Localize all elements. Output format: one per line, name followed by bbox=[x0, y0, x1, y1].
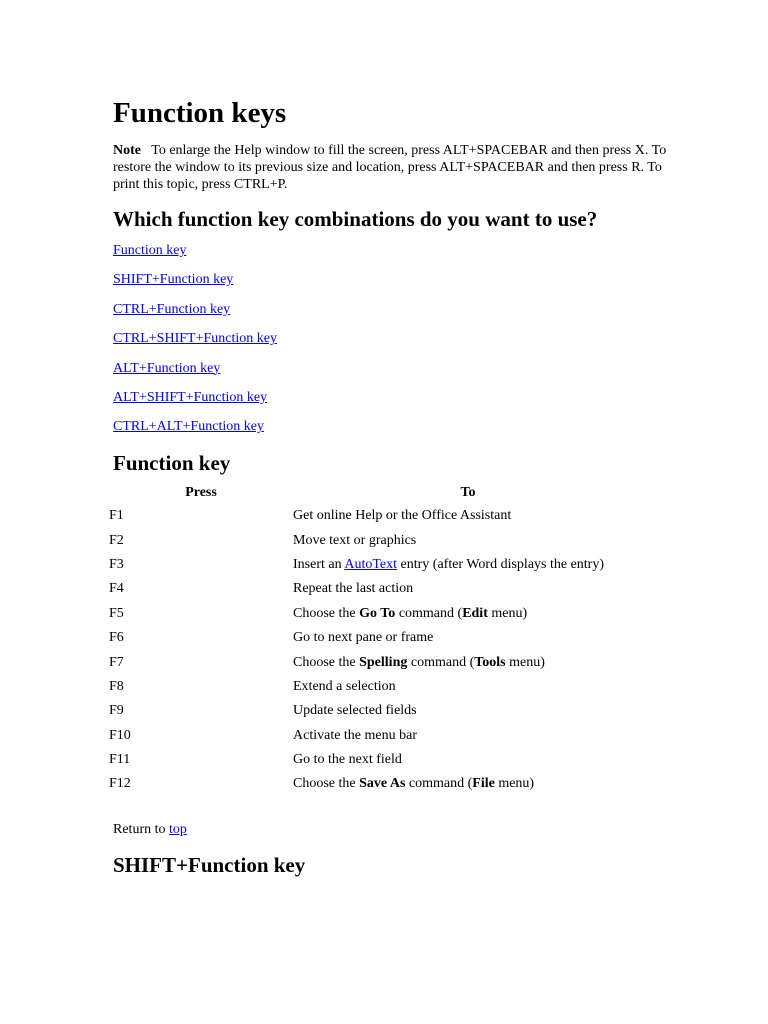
link-shift-function-key[interactable]: SHIFT+Function key bbox=[113, 272, 234, 288]
shift-function-key-heading: SHIFT+Function key bbox=[113, 853, 306, 877]
list-item bbox=[113, 418, 277, 447]
command-name: Spelling bbox=[359, 654, 408, 670]
list-item bbox=[113, 242, 277, 271]
action-cell bbox=[293, 528, 643, 552]
table-row bbox=[109, 577, 643, 601]
action-text: Activate the menu bar bbox=[293, 727, 418, 743]
table-row bbox=[109, 675, 643, 699]
action-text: menu) bbox=[487, 605, 528, 621]
function-key-table bbox=[109, 482, 643, 797]
table-row bbox=[109, 772, 643, 796]
key-cell: F9 bbox=[109, 703, 124, 719]
link-ctrl-alt-function-key[interactable]: CTRL+ALT+Function key bbox=[113, 419, 264, 435]
note-label: Note bbox=[113, 143, 141, 158]
action-text: menu) bbox=[505, 654, 545, 670]
action-text: menu) bbox=[494, 776, 535, 792]
function-key-rows bbox=[109, 504, 643, 797]
list-item bbox=[113, 389, 277, 418]
link-alt-function-key[interactable]: ALT+Function key bbox=[113, 360, 221, 376]
list-item bbox=[113, 360, 277, 389]
table-row bbox=[109, 504, 643, 528]
action-text: Repeat the last action bbox=[293, 581, 414, 597]
action-text: Choose the bbox=[293, 605, 360, 621]
link-ctrl-function-key[interactable]: CTRL+Function key bbox=[113, 301, 231, 317]
table-row bbox=[109, 626, 643, 650]
command-name: Edit bbox=[462, 605, 488, 621]
action-text: Insert an bbox=[293, 556, 345, 572]
action-cell bbox=[293, 699, 643, 723]
action-text: command ( bbox=[407, 654, 475, 670]
table-header-row bbox=[109, 482, 643, 504]
autotext-link[interactable]: AutoText bbox=[344, 556, 398, 572]
action-text: Go to next pane or frame bbox=[293, 630, 434, 646]
action-text: Extend a selection bbox=[293, 678, 396, 694]
action-cell bbox=[293, 553, 643, 577]
key-cell: F1 bbox=[109, 508, 124, 524]
function-key-heading: Function key bbox=[113, 451, 231, 475]
action-cell bbox=[293, 577, 643, 601]
list-item bbox=[113, 330, 277, 359]
combinations-heading: Which function key combinations do you want to use? bbox=[113, 207, 598, 231]
key-cell: F6 bbox=[109, 630, 124, 646]
action-cell bbox=[293, 650, 643, 674]
link-ctrl-shift-function-key[interactable]: CTRL+SHIFT+Function key bbox=[113, 331, 277, 347]
table-row bbox=[109, 650, 643, 674]
table-row bbox=[109, 528, 643, 552]
action-text: Choose the bbox=[293, 654, 360, 670]
action-cell bbox=[293, 602, 643, 626]
key-cell: F8 bbox=[109, 678, 124, 694]
key-cell: F7 bbox=[109, 654, 124, 670]
action-text: entry (after Word displays the entry) bbox=[397, 556, 605, 572]
table-row bbox=[109, 699, 643, 723]
command-name: Tools bbox=[474, 654, 506, 670]
table-row bbox=[109, 602, 643, 626]
table-row bbox=[109, 748, 643, 772]
action-text: command ( bbox=[405, 776, 473, 792]
command-name: Save As bbox=[359, 776, 406, 792]
top-link[interactable]: top bbox=[169, 822, 187, 837]
action-cell bbox=[293, 626, 643, 650]
combination-links-list bbox=[113, 242, 277, 448]
command-name: File bbox=[472, 776, 495, 792]
key-cell: F4 bbox=[109, 581, 124, 597]
column-header-press: Press bbox=[185, 485, 217, 500]
action-text: Move text or graphics bbox=[293, 532, 417, 548]
action-text: Go to the next field bbox=[293, 752, 402, 768]
action-cell bbox=[293, 724, 643, 748]
list-item bbox=[113, 271, 277, 300]
key-cell: F5 bbox=[109, 605, 124, 621]
action-cell bbox=[293, 504, 643, 528]
return-label: Return to bbox=[113, 822, 169, 837]
table-row bbox=[109, 724, 643, 748]
key-cell: F12 bbox=[109, 776, 131, 792]
key-cell: F10 bbox=[109, 727, 131, 743]
action-text: command ( bbox=[395, 605, 463, 621]
command-name: Go To bbox=[359, 605, 396, 621]
key-cell: F2 bbox=[109, 532, 124, 548]
list-item bbox=[113, 301, 277, 330]
link-function-key[interactable]: Function key bbox=[113, 243, 187, 258]
key-cell: F3 bbox=[109, 556, 124, 572]
action-text: Update selected fields bbox=[293, 703, 417, 719]
link-alt-shift-function-key[interactable]: ALT+SHIFT+Function key bbox=[113, 389, 268, 405]
action-text: Choose the bbox=[293, 776, 360, 792]
page-title: Function keys bbox=[113, 97, 287, 129]
note-paragraph bbox=[113, 142, 673, 193]
column-header-to: To bbox=[460, 485, 476, 500]
key-cell: F11 bbox=[109, 752, 131, 768]
note-text: To enlarge the Help window to fill the screen, press ALT+SPACEBAR and then press X. To restore the window to its previous size and location, press ALT+SPACEBAR and then press R. To print this topic, press CTRL+P. bbox=[113, 143, 667, 192]
action-cell bbox=[293, 772, 643, 796]
action-cell bbox=[293, 675, 643, 699]
action-cell bbox=[293, 748, 643, 772]
action-text: Get online Help or the Office Assistant bbox=[293, 508, 512, 524]
return-to-top bbox=[113, 821, 187, 839]
table-row bbox=[109, 553, 643, 577]
